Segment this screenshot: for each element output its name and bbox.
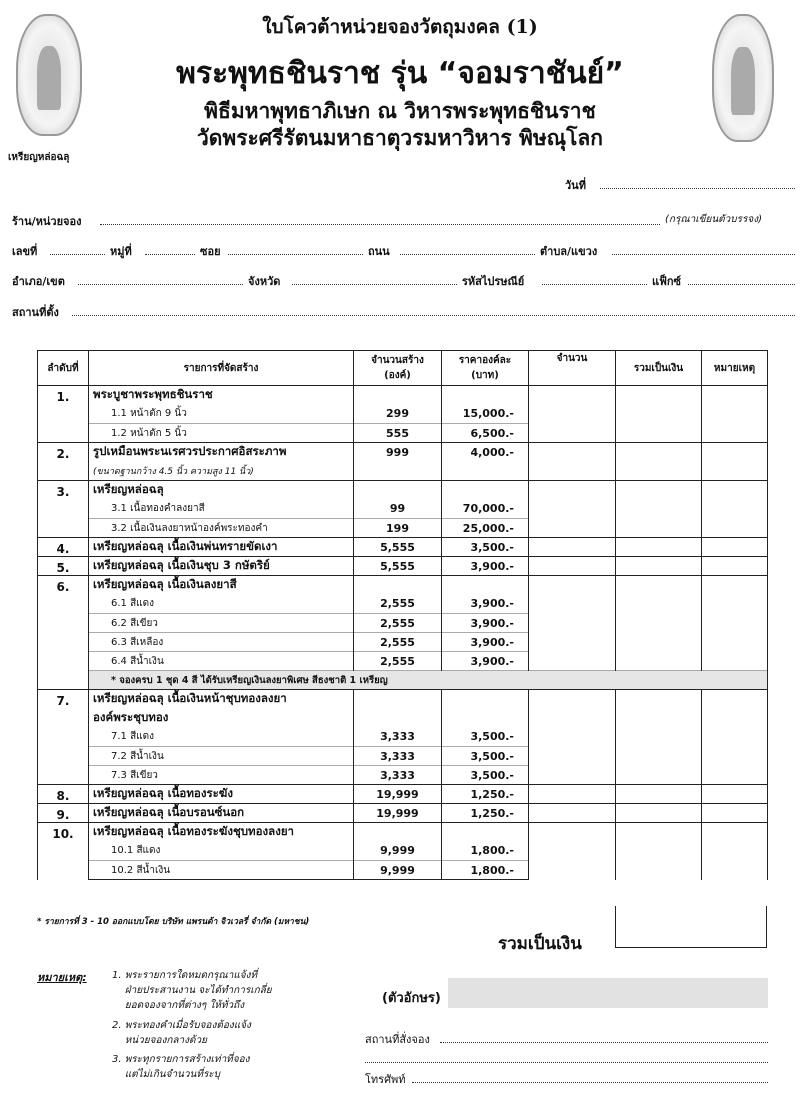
item-title: พระบูชาพระพุทธชินราช [89, 386, 354, 405]
remark-cell[interactable] [702, 690, 768, 785]
sub-item-price: 1,800.- [442, 861, 529, 880]
item-quantity-built: 5,555 [354, 538, 442, 557]
item-price: 3,500.- [442, 538, 529, 557]
table-row [38, 481, 768, 500]
sub-item-name: 7.3 สีเขียว [89, 766, 354, 785]
sub-item-quantity-built: 3,333 [354, 747, 442, 766]
remark-3: 3. พระทุกรายการสร้างเท่าที่จอง แต่ไม่เกินจำนวนที่ระบุ [112, 1054, 250, 1080]
empty-cell [354, 462, 442, 481]
zip-field[interactable] [542, 284, 647, 285]
column-header: รายการที่จัดสร้าง [89, 351, 354, 386]
sub-item-quantity-built: 199 [354, 519, 442, 538]
sub-item-price: 3,500.- [442, 766, 529, 785]
phone-field[interactable] [412, 1082, 768, 1083]
amulet-title: พระพุทธชินราช รุ่น “จอมราชันย์” [176, 56, 624, 91]
item-index: 10. [38, 823, 89, 880]
table-row [38, 804, 768, 823]
quantity-cell[interactable] [529, 557, 616, 576]
sub-item-name: 1.1 หน้าตัก 9 นิ้ว [89, 405, 354, 424]
sub-item-name: 10.2 สีน้ำเงิน [89, 861, 354, 880]
sub-item-name: 7.1 สีแดง [89, 728, 354, 747]
order-place-label: สถานที่สั่งจอง [365, 1033, 430, 1046]
table-row [38, 538, 768, 557]
table-row [38, 690, 768, 709]
order-place-field-2[interactable] [365, 1062, 768, 1063]
subtotal-cell[interactable] [616, 386, 702, 443]
sub-item-price: 25,000.- [442, 519, 529, 538]
item-index: 6. [38, 576, 89, 690]
sub-item-name: 1.2 หน้าตัก 5 นิ้ว [89, 424, 354, 443]
column-header: รวมเป็นเงิน [616, 351, 702, 386]
remark-cell[interactable] [702, 823, 768, 880]
item-index: 8. [38, 785, 89, 804]
item-title: เหรียญหล่อฉลุ เนื้อทองระฆังชุบทองลงยา [89, 823, 354, 842]
zip-label: รหัสไปรษณีย์ [462, 275, 525, 288]
grand-total-box[interactable] [615, 906, 767, 948]
medal-caption: เหรียญหล่อฉลุ [8, 152, 70, 163]
fax-field[interactable] [688, 284, 795, 285]
sub-item-name: 3.2 เนื้อเงินลงยาหน้าองค์พระทองคำ [89, 519, 354, 538]
tambon-field[interactable] [612, 254, 795, 255]
quantity-cell[interactable] [529, 576, 616, 671]
order-table [37, 350, 768, 880]
quantity-cell[interactable] [529, 804, 616, 823]
item-quantity-built: 5,555 [354, 557, 442, 576]
item-title: เหรียญหล่อฉลุ เนื้อบรอนซ์นอก [89, 804, 354, 823]
item-index: 9. [38, 804, 89, 823]
amphoe-field[interactable] [78, 284, 243, 285]
item-quantity-built: 999 [354, 443, 442, 462]
footnote: * รายการที่ 3 - 10 ออกแบบโดย บริษัท แพรนด้า จิวเวลรี่ จำกัด (มหาชน) [37, 917, 310, 927]
item-price: 1,250.- [442, 785, 529, 804]
sub-item-quantity-built: 299 [354, 405, 442, 424]
fax-label: แฟ็กซ์ [652, 275, 682, 288]
location-label: สถานที่ตั้ง [12, 306, 59, 319]
sub-item-name: 7.2 สีน้ำเงิน [89, 747, 354, 766]
subtotal-cell[interactable] [616, 443, 702, 481]
item-quantity-built [354, 386, 442, 405]
quantity-cell[interactable] [529, 538, 616, 557]
item-index: 2. [38, 443, 89, 481]
quantity-cell[interactable] [529, 690, 616, 785]
location-field[interactable] [72, 315, 795, 316]
subtotal-cell[interactable] [616, 481, 702, 538]
sub-item-quantity-built: 2,555 [354, 595, 442, 614]
sub-item-quantity-built: 99 [354, 500, 442, 519]
sub-item-price: 3,500.- [442, 747, 529, 766]
date-field[interactable] [600, 188, 795, 189]
item-price [442, 481, 529, 500]
province-field[interactable] [292, 284, 457, 285]
quantity-cell[interactable] [529, 481, 616, 538]
item-index: 7. [38, 690, 89, 785]
empty-cell [442, 462, 529, 481]
item-index: 1. [38, 386, 89, 443]
table-row [38, 443, 768, 462]
column-header: ลำดับที่ [38, 351, 89, 386]
table-row [38, 576, 768, 595]
column-header: ราคาองค์ละ (บาท) [442, 351, 529, 386]
item-index: 5. [38, 557, 89, 576]
item-index: 4. [38, 538, 89, 557]
remark-cell[interactable] [702, 538, 768, 557]
subtotal-cell[interactable] [616, 538, 702, 557]
item-price: 3,900.- [442, 557, 529, 576]
sub-item-quantity-built: 2,555 [354, 652, 442, 671]
grand-total-label: รวมเป็นเงิน [498, 934, 582, 954]
item-quantity-built [354, 481, 442, 500]
column-header: จำนวน [529, 351, 616, 386]
subtotal-cell[interactable] [616, 823, 702, 880]
sub-item-price: 70,000.- [442, 500, 529, 519]
remarks-label: หมายเหตุ: [37, 971, 87, 984]
subtotal-cell[interactable] [616, 557, 702, 576]
remark-cell[interactable] [702, 576, 768, 671]
sub-item-price: 3,500.- [442, 728, 529, 747]
sub-item-price: 15,000.- [442, 405, 529, 424]
item-title: (ขนาดฐานกว้าง 4.5 นิ้ว ความสูง 11 นิ้ว) [89, 462, 354, 481]
moo-label: หมู่ที่ [110, 245, 132, 258]
item-title: เหรียญหล่อฉลุ เนื้อเงินลงยาสี [89, 576, 354, 595]
bonus-note: * จองครบ 1 ชุด 4 สี ได้รับเหรียญเงินลงยาพิเศษ สีธงชาติ 1 เหรียญ [89, 671, 768, 690]
sub-item-name: 6.3 สีเหลือง [89, 633, 354, 652]
item-title: เหรียญหล่อฉลุ [89, 481, 354, 500]
shop-field[interactable] [100, 224, 660, 225]
sub-item-name: 3.1 เนื้อทองคำลงยาสี [89, 500, 354, 519]
quantity-cell[interactable] [529, 823, 616, 880]
sub-item-name: 6.2 สีเขียว [89, 614, 354, 633]
item-quantity-built: 19,999 [354, 785, 442, 804]
item-title: รูปเหมือนพระนเรศวรประกาศอิสระภาพ [89, 443, 354, 462]
item-index: 3. [38, 481, 89, 538]
subtotal-cell[interactable] [616, 576, 702, 671]
item-price [442, 576, 529, 595]
sub-item-quantity-built: 9,999 [354, 861, 442, 880]
remark-cell[interactable] [702, 481, 768, 538]
sub-item-name: 10.1 สีแดง [89, 842, 354, 861]
item-price: 1,250.- [442, 804, 529, 823]
item-quantity-built [354, 690, 442, 709]
temple-line: วัดพระศรีรัตนมหาธาตุวรมหาวิหาร พิษณุโลก [196, 126, 604, 150]
amphoe-label: อำเภอ/เขต [12, 275, 65, 288]
moo-field[interactable] [145, 254, 195, 255]
house-no-label: เลขที่ [12, 245, 38, 258]
sub-item-price: 6,500.- [442, 424, 529, 443]
road-field[interactable] [400, 254, 535, 255]
sub-item-price: 3,900.- [442, 633, 529, 652]
subtotal-cell[interactable] [616, 785, 702, 804]
ceremony-line: พิธีมหาพุทธาภิเษก ณ วิหารพระพุทธชินราช [204, 99, 596, 123]
soi-label: ซอย [200, 245, 221, 258]
soi-field[interactable] [228, 254, 363, 255]
remark-cell[interactable] [702, 386, 768, 443]
sub-item-price: 3,900.- [442, 652, 529, 671]
quantity-cell[interactable] [529, 443, 616, 481]
remark-cell[interactable] [702, 804, 768, 823]
remark-cell[interactable] [702, 557, 768, 576]
in-words-field[interactable] [448, 978, 768, 1008]
sub-item-name: 6.1 สีแดง [89, 595, 354, 614]
table-row [38, 557, 768, 576]
column-header: จำนวนสร้าง (องค์) [354, 351, 442, 386]
house-no-field[interactable] [50, 254, 105, 255]
shop-label: ร้าน/หน่วยจอง [12, 215, 82, 228]
item-quantity-built [354, 823, 442, 842]
phone-label: โทรศัพท์ [365, 1073, 406, 1086]
item-title: เหรียญหล่อฉลุ เนื้อเงินพ่นทรายขัดเงา [89, 538, 354, 557]
sub-item-quantity-built: 2,555 [354, 633, 442, 652]
tambon-label: ตำบล/แขวง [540, 245, 598, 258]
subtotal-cell[interactable] [616, 804, 702, 823]
quantity-cell[interactable] [529, 785, 616, 804]
remark-1: 1. พระรายการใดหมดกรุณาแจ้งที่ ฝ่ายประสานงาน จะได้ทำการเกลี่ย ยอดจองจากที่ต่างๆ ให้ทั่วถึง [112, 970, 272, 1011]
item-title: องค์พระชุบทอง [89, 709, 354, 728]
province-label: จังหวัด [248, 275, 281, 288]
sub-item-quantity-built: 555 [354, 424, 442, 443]
item-title: เหรียญหล่อฉลุ เนื้อทองระฆัง [89, 785, 354, 804]
empty-cell [442, 709, 529, 728]
column-header: หมายเหตุ [702, 351, 768, 386]
sub-item-quantity-built: 2,555 [354, 614, 442, 633]
item-title: เหรียญหล่อฉลุ เนื้อเงินหน้าชุบทองลงยา [89, 690, 354, 709]
remark-cell[interactable] [702, 785, 768, 804]
item-price [442, 690, 529, 709]
sub-item-name: 6.4 สีน้ำเงิน [89, 652, 354, 671]
table-row [38, 785, 768, 804]
form-title: ใบโควต้าหน่วยจองวัตถุมงคล (1) [262, 16, 538, 38]
table-row [38, 823, 768, 842]
item-price [442, 823, 529, 842]
order-place-field[interactable] [440, 1042, 768, 1043]
item-price [442, 386, 529, 405]
quantity-cell[interactable] [529, 386, 616, 443]
shop-hint: (กรุณาเขียนตัวบรรจง) [665, 214, 763, 225]
date-label: วันที่ [565, 179, 586, 192]
table-row [38, 386, 768, 405]
sub-item-price: 3,900.- [442, 595, 529, 614]
sub-item-price: 1,800.- [442, 842, 529, 861]
bonus-row [38, 671, 768, 690]
sub-item-quantity-built: 9,999 [354, 842, 442, 861]
empty-cell [354, 709, 442, 728]
item-price: 4,000.- [442, 443, 529, 462]
subtotal-cell[interactable] [616, 690, 702, 785]
remark-cell[interactable] [702, 443, 768, 481]
road-label: ถนน [368, 245, 390, 258]
sub-item-quantity-built: 3,333 [354, 728, 442, 747]
item-quantity-built [354, 576, 442, 595]
item-quantity-built: 19,999 [354, 804, 442, 823]
in-words-label: (ตัวอักษร) [382, 991, 441, 1006]
sub-item-quantity-built: 3,333 [354, 766, 442, 785]
sub-item-price: 3,900.- [442, 614, 529, 633]
item-title: เหรียญหล่อฉลุ เนื้อเงินชุบ 3 กษัตริย์ [89, 557, 354, 576]
remark-2: 2. พระทองคำเมื่อรับจองต้องแจ้ง หน่วยจองกลางด้วย [112, 1020, 251, 1046]
